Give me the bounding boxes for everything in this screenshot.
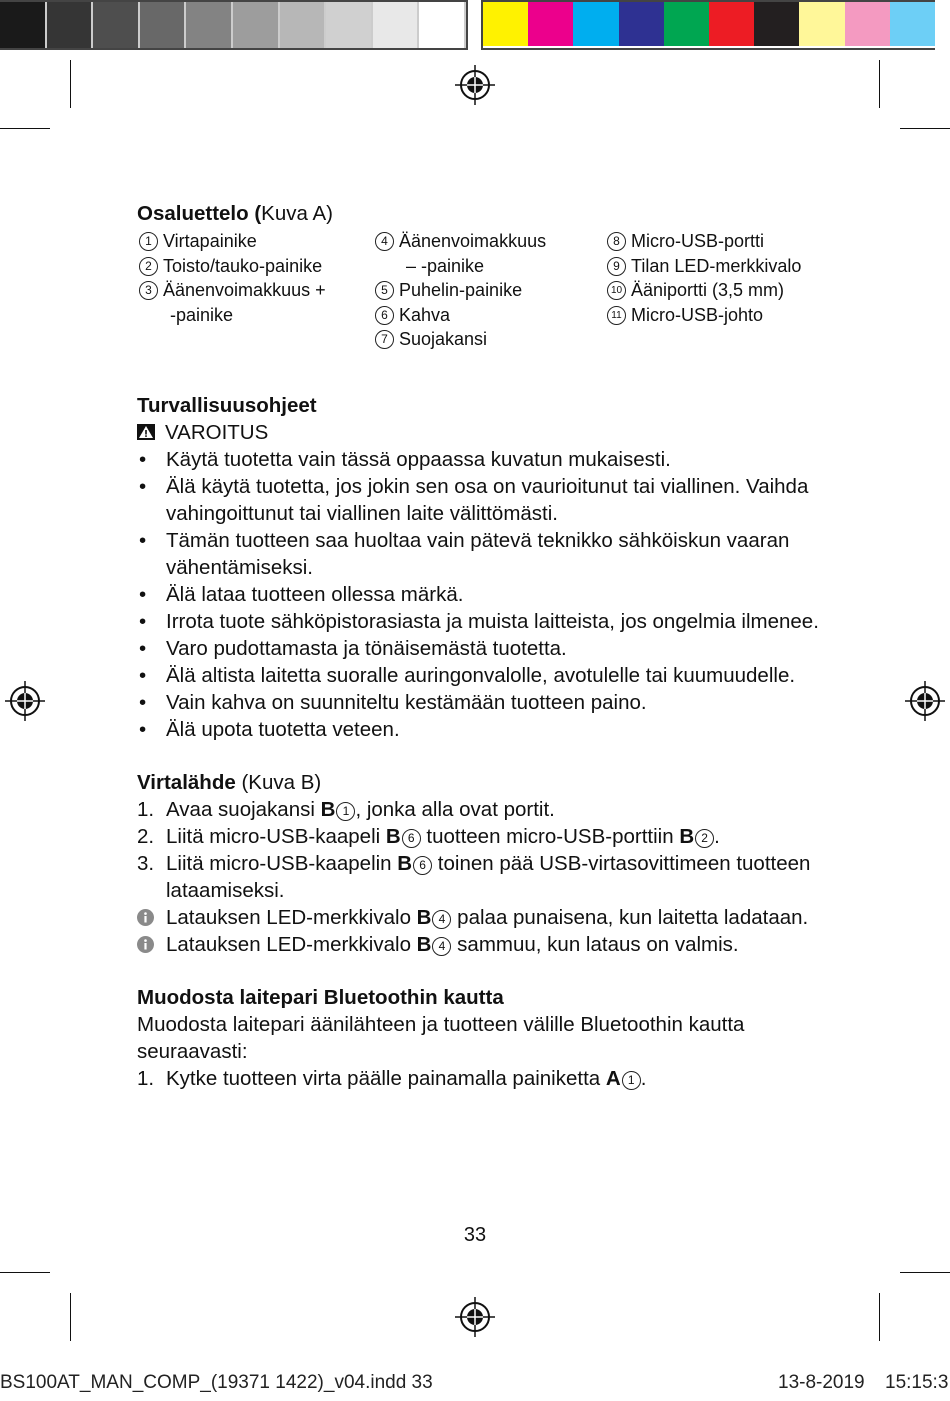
crop-mark [900, 128, 950, 129]
safety-bullet: • Käytä tuotetta vain tässä oppaassa kuvatun mukaisesti. [137, 446, 827, 473]
power-heading-ref: (Kuva B) [241, 770, 322, 794]
part-number: 7 [375, 330, 394, 349]
safety-bullet: • Tämän tuotteen saa huoltaa vain pätevä teknikko sähköiskun vaaran vähentämiseksi. [137, 527, 827, 581]
step-number: 1. [137, 797, 155, 821]
part-label: Kahva [399, 304, 451, 325]
power-heading-bold: Virtalähde [137, 770, 236, 794]
registration-mark-icon [455, 1297, 495, 1337]
power-steps [137, 796, 827, 904]
parts-column-3 [605, 229, 825, 352]
part-item [137, 229, 373, 254]
callout-number: 6 [402, 829, 421, 848]
part-number: 2 [139, 257, 158, 276]
step-text: , jonka alla ovat portit. [355, 797, 555, 821]
color-swatch [799, 2, 844, 46]
gray-swatch [186, 2, 233, 48]
part-label: Virtapainike [163, 231, 257, 251]
color-calibration-bar [481, 0, 935, 50]
callout-number: 1 [622, 1071, 641, 1090]
part-number: 3 [139, 281, 158, 300]
crop-mark [70, 60, 71, 108]
part-label: Toisto/tauko-painike [163, 255, 323, 276]
part-item [373, 278, 605, 303]
footer-filename: BS100AT_MAN_COMP_(19371 1422)_v04.indd 33 [0, 1372, 433, 1393]
color-swatch [709, 2, 754, 46]
part-item [605, 229, 825, 254]
part-item [605, 278, 825, 303]
info-note [137, 904, 827, 931]
warning-line [137, 419, 827, 446]
step-text: Liitä micro-USB-kaapelin [166, 851, 398, 875]
part-label: Äänenvoimakkuus [399, 231, 547, 251]
color-swatch [890, 2, 935, 46]
parts-list [137, 229, 827, 352]
note-text: palaa punaisena, kun laitetta ladataan. [451, 905, 809, 929]
figure-letter: B [416, 905, 432, 929]
safety-bullet-list [137, 446, 827, 743]
part-label: Ääniportti (3,5 mm) [631, 280, 785, 300]
color-swatch [528, 2, 573, 46]
parts-heading-ref: Kuva A) [261, 202, 333, 225]
callout-number: 6 [413, 856, 432, 875]
color-swatch [483, 2, 528, 46]
part-label: Suojakansi [399, 329, 488, 349]
grayscale-calibration-bar [0, 0, 468, 50]
step-text: . [640, 1066, 647, 1090]
safety-bullet: • Älä käytä tuotetta, jos jokin sen osa on vaurioitunut tai viallinen. Vaihda vahingoittunut tai viallinen laite välittömästi. [137, 473, 827, 527]
figure-letter: B [385, 824, 401, 848]
color-swatch [754, 2, 799, 46]
step-text: toinen pää USB-virtasovittimeen tuotteen lataamiseksi. [166, 851, 811, 902]
step-number: 3. [137, 851, 155, 875]
footer-time: 15:15:3 [885, 1372, 949, 1393]
info-icon [137, 936, 154, 953]
step-text: tuotteen micro-USB-porttiin [420, 824, 680, 848]
figure-letter: B [320, 797, 336, 821]
crop-mark [0, 1272, 50, 1273]
gray-swatch [233, 2, 280, 48]
part-item [373, 327, 605, 352]
part-item [137, 254, 373, 279]
warning-triangle-icon [137, 424, 155, 440]
power-step [137, 796, 827, 823]
callout-number: 4 [432, 910, 451, 929]
step-text: Avaa suojakansi [166, 797, 321, 821]
parts-heading-bold: Osaluettelo [137, 202, 249, 225]
part-item [373, 229, 605, 254]
safety-bullet: • Älä lataa tuotteen ollessa märkä. [137, 581, 827, 608]
color-swatch [664, 2, 709, 46]
footer-date: 13-8-2019 [778, 1372, 865, 1393]
note-text: sammuu, kun lataus on valmis. [451, 932, 739, 956]
page-number: 33 [463, 1224, 487, 1246]
part-number: 1 [139, 232, 158, 251]
gray-swatch [373, 2, 420, 48]
callout-number: 2 [695, 829, 714, 848]
part-label: Äänenvoimakkuus + [163, 280, 326, 300]
part-number: 4 [375, 232, 394, 251]
gray-swatch [140, 2, 187, 48]
color-swatch [619, 2, 664, 46]
registration-mark-icon [905, 681, 945, 721]
safety-bullet: • Vain kahva on suunniteltu kestämään tuotteen paino. [137, 689, 827, 716]
part-number: 11 [607, 306, 626, 325]
parts-column-2 [373, 229, 605, 352]
part-item [605, 254, 825, 279]
part-item [605, 303, 825, 328]
info-note [137, 931, 827, 958]
gray-swatch [326, 2, 373, 48]
power-section [137, 769, 827, 958]
crop-mark [879, 60, 880, 108]
crop-mark [0, 128, 50, 129]
parts-column-1 [137, 229, 373, 352]
figure-letter: A [605, 1066, 621, 1090]
callout-number: 4 [432, 937, 451, 956]
step-text: Kytke tuotteen virta päälle painamalla painiketta [166, 1066, 606, 1090]
step-number: 2. [137, 824, 155, 848]
pairing-step [137, 1065, 827, 1092]
registration-mark-icon [5, 681, 45, 721]
part-label: Puhelin-painike [399, 280, 523, 300]
crop-mark [70, 1293, 71, 1341]
part-label-continued: -painike [170, 304, 234, 325]
part-item [137, 278, 373, 303]
note-text: Latauksen LED-merkkivalo [166, 905, 417, 929]
page-content [137, 200, 827, 1092]
crop-mark [900, 1272, 950, 1273]
warning-label: VAROITUS [165, 420, 269, 444]
color-swatch [845, 2, 890, 46]
step-text: Liitä micro-USB-kaapeli [166, 824, 386, 848]
gray-swatch [0, 2, 47, 48]
figure-letter: B [397, 851, 413, 875]
pairing-intro: Muodosta laitepari äänilähteen ja tuotteen välille Bluetoothin kautta seuraavasti: [137, 1012, 745, 1063]
crop-mark [879, 1293, 880, 1341]
pairing-section [137, 984, 827, 1092]
safety-bullet: • Älä altista laitetta suoralle auringonvalolle, avotulelle tai kuumuudelle. [137, 662, 827, 689]
part-number: 8 [607, 232, 626, 251]
power-step [137, 823, 827, 850]
gray-swatch [280, 2, 327, 48]
note-text: Latauksen LED-merkkivalo [166, 932, 417, 956]
pairing-heading: Muodosta laitepari Bluetoothin kautta [137, 985, 504, 1009]
figure-letter: B [679, 824, 695, 848]
gray-swatch [419, 2, 466, 48]
info-icon [137, 909, 154, 926]
part-label-continued: – -painike [406, 255, 485, 276]
part-number: 10 [607, 281, 626, 300]
step-text: . [714, 824, 720, 848]
callout-number: 1 [336, 802, 355, 821]
registration-mark-icon [455, 65, 495, 105]
part-number: 5 [375, 281, 394, 300]
part-label: Micro-USB-johto [631, 304, 764, 325]
power-heading [137, 769, 827, 796]
power-step [137, 850, 827, 904]
safety-heading: Turvallisuusohjeet [137, 393, 317, 417]
step-number: 1. [137, 1066, 155, 1090]
part-label: Tilan LED-merkkivalo [631, 255, 802, 276]
safety-section [137, 392, 827, 743]
safety-bullet: • Varo pudottamasta ja tönäisemästä tuotetta. [137, 635, 827, 662]
parts-heading [137, 200, 827, 227]
color-swatch [573, 2, 618, 46]
part-item [373, 303, 605, 328]
gray-swatch [47, 2, 94, 48]
safety-bullet: • Irrota tuote sähköpistorasiasta ja muista laitteista, jos ongelmia ilmenee. [137, 608, 827, 635]
safety-bullet: • Älä upota tuotetta veteen. [137, 716, 827, 743]
figure-letter: B [416, 932, 432, 956]
parts-heading-paren: ( [254, 202, 262, 225]
part-number: 6 [375, 306, 394, 325]
gray-swatch [93, 2, 140, 48]
part-number: 9 [607, 257, 626, 276]
part-label: Micro-USB-portti [631, 231, 765, 251]
